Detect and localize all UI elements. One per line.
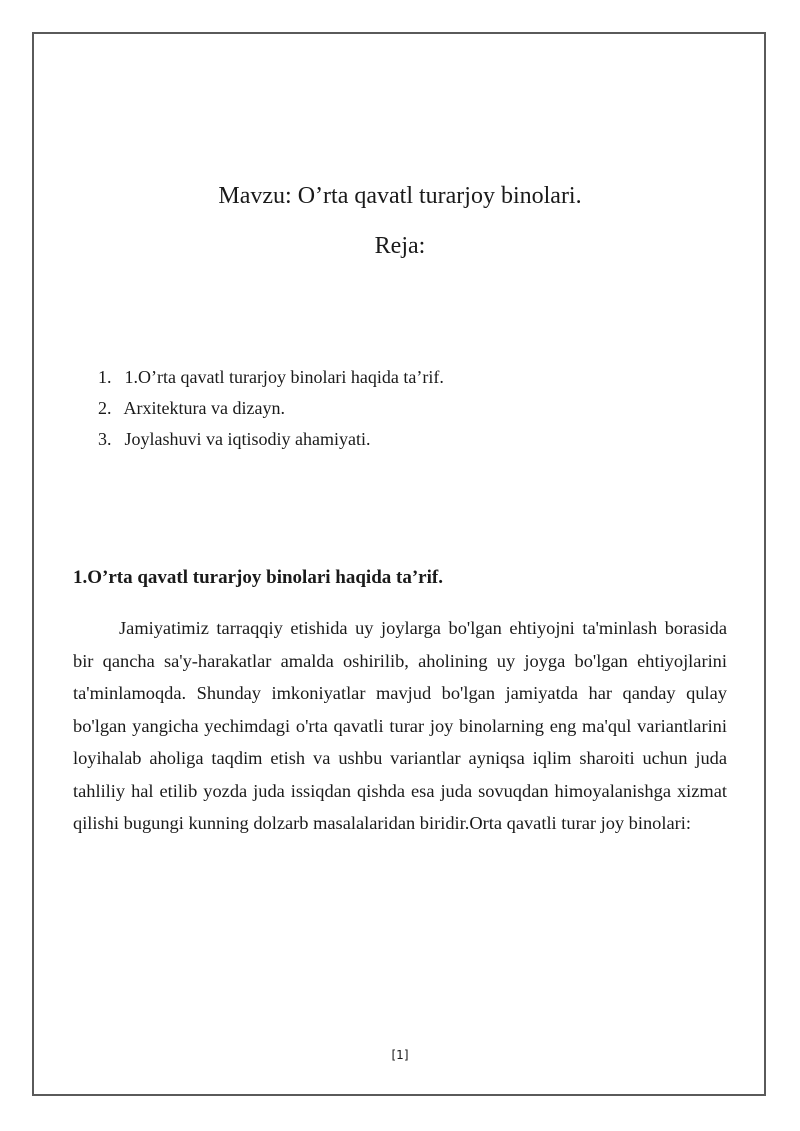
plan-item-text: 1.O’rta qavatl turarjoy binolari haqida ta’rif. (124, 367, 444, 387)
body-paragraph: Jamiyatimiz tarraqqiy etishida uy joylarga bo'lgan ehtiyojni ta'minlash borasida bir qancha sa'y-harakatlar amalda oshirilib, aholining uy joyga bo'lgan ehtiyojlarini ta'minlamoqda. Shunday imkoniyatlar mavjud bo'lgan jamiyatda har qanday qulay bo'lgan yangicha yechimdagi o'rta qavatli turar joy binolarning eng ma'qul variantlarini loyihalab aholiga taqdim etish va ushbu variantlar ayniqsa iqlim sharoiti uchun juda tahliliy hal etilib yozda juda issiqdan qishda esa juda sovuqdan himoyalanishga xizmat qilishi bugungi kunning dolzarb masalalaridan biridir.Orta qavatli turar joy binolari: (73, 618, 727, 833)
plan-label: Reja: (374, 233, 426, 259)
plan-item-number: 2. (98, 398, 112, 418)
page-number: [1] (391, 1048, 409, 1062)
document-title: Mavzu: O’rta qavatl turarjoy binolari. (218, 183, 582, 209)
plan-item-number: 1. (98, 367, 112, 387)
plan-item-text: Arxitektura va dizayn. (123, 398, 285, 418)
section-heading: 1.O’rta qavatl turarjoy binolari haqida ta’rif. (73, 567, 443, 588)
plan-list (98, 362, 444, 455)
plan-item-text: Joylashuvi va iqtisodiy ahamiyati. (124, 429, 371, 449)
plan-item-number: 3. (98, 429, 112, 449)
plan-item (98, 424, 444, 455)
plan-item (98, 393, 444, 424)
plan-item (98, 362, 444, 393)
